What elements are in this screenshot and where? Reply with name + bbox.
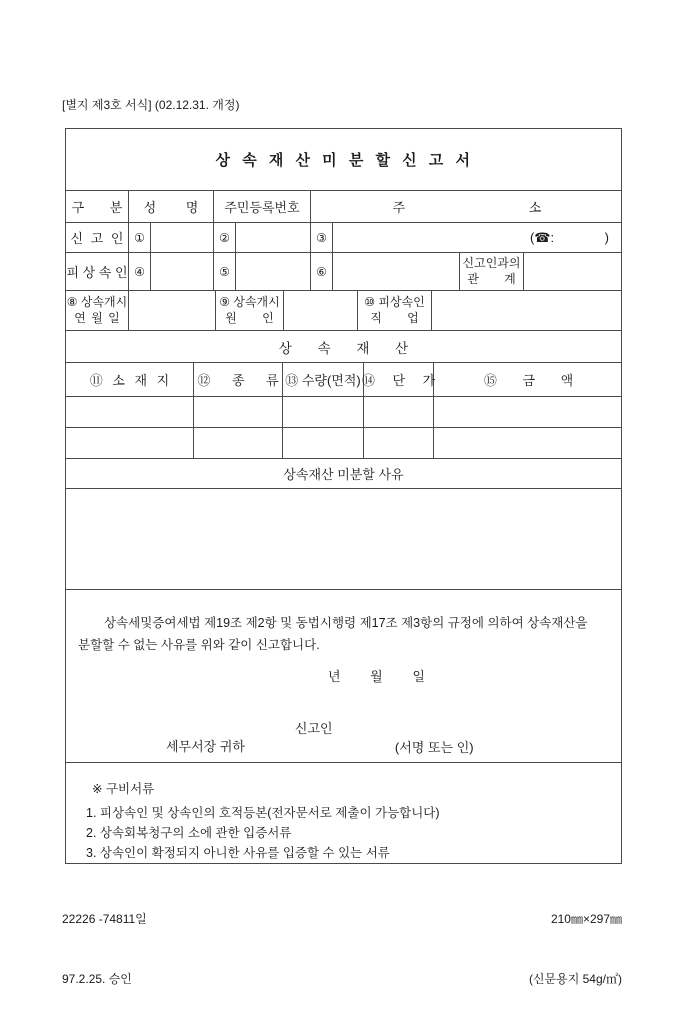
property-amount-field-2[interactable] [434,428,623,458]
declaration-date-field[interactable]: 년 월 일 [328,669,425,684]
property-row-2 [66,428,621,459]
declaration-signer-line [266,703,474,771]
phone-icon: ☎ [534,229,551,245]
decedent-job-label-line2: 직 업 [370,310,419,325]
recipient-label: 세무서장 귀하 [166,739,245,754]
attachment-item-1: 1. 피상속인 및 상속인의 호적등본(전자문서로 제출이 가능합니다) [86,806,440,820]
relation-label [460,253,524,290]
commence-date-label-line1: ⑧ 상속개시 [66,294,128,309]
phone-field[interactable]: : ) [550,230,609,245]
commence-cause-label [216,291,284,330]
header-rrn: 주민등록번호 [214,191,311,222]
field-number-1: ① [129,223,151,252]
reason-header-text: 상속재산 미분할 사유 [283,467,404,482]
declaration-paragraph [78,612,613,656]
property-type-field-2[interactable] [194,428,283,458]
relation-label-line2: 관 계 [467,271,516,286]
relation-field[interactable] [524,253,623,290]
paper-type: (신문용지 54g/㎡) [528,972,622,986]
header-gubun: 구 분 [66,191,129,222]
commence-date-field[interactable] [129,291,216,330]
reason-header-row [66,459,621,489]
field-number-2: ② [214,223,236,252]
declarant-name-field[interactable] [151,223,214,252]
property-banner [66,331,621,363]
commencement-row [66,291,621,331]
declaration-line-2: 분할할 수 없는 사유를 위와 같이 신고합니다. [78,638,320,652]
decedent-address-field[interactable] [333,253,460,290]
title-band [66,129,621,191]
info-header-row [66,191,621,223]
property-type-field-1[interactable] [194,397,283,427]
footer-right [529,869,622,1029]
form-doc-number: 22226 -74811일 [62,912,147,926]
relation-label-line1: 신고인과의 [462,255,521,270]
property-header-location: ⑪ 소 재 지 [66,363,194,396]
decedent-job-label [358,291,432,330]
property-quantity-field-1[interactable] [283,397,364,427]
property-amount-field-1[interactable] [434,397,623,427]
attachment-item-2: 2. 상속회복청구의 소에 관한 입증서류 [86,826,292,840]
decedent-job-field[interactable] [432,291,623,330]
decedent-row [66,253,621,291]
declarant-sign-label: 신고인 [294,721,333,736]
property-header-row [66,363,621,397]
property-unit-price-field-2[interactable] [364,428,434,458]
declarant-rrn-field[interactable] [236,223,311,252]
form-revision-label: [별지 제3호 서식] (02.12.31. 개정) [62,98,240,112]
inheritance-form-table [65,128,622,864]
property-header-type: ⑫ 종 류 [194,363,283,396]
commence-date-label [66,291,129,330]
declaration-line-1: 상속세및증여세법 제19조 제2항 및 동법시행령 제17조 제3항의 규정에 의하여 상속재산을 [104,616,588,630]
form-title: 상 속 재 산 미 분 할 신 고 서 [215,152,472,169]
footer-left [62,869,147,1029]
field-number-5: ⑤ [214,253,236,290]
reason-field[interactable] [66,489,621,590]
property-quantity-field-2[interactable] [283,428,364,458]
decedent-job-label-line1: ⑩ 피상속인 [364,294,425,309]
commence-cause-label-line1: ⑨ 상속개시 [219,294,280,309]
attachments-title: ※ 구비서류 [92,782,155,796]
field-number-4: ④ [129,253,151,290]
declarant-row [66,223,621,253]
property-location-field-1[interactable] [66,397,194,427]
property-unit-price-field-1[interactable] [364,397,434,427]
phone-open-paren: ( [529,230,535,245]
decedent-label: 피 상 속 인 [66,253,129,290]
property-row-1 [66,397,621,428]
signature-note: (서명 또는 인) [394,740,474,755]
property-header-unit-price: ⑭ 단 가 [364,363,434,396]
property-header-amount: ⑮ 금 액 [483,373,574,388]
declarant-label: 신 고 인 [66,223,129,252]
commence-date-label-line2: 연 월 일 [74,310,120,325]
header-name: 성 명 [129,191,214,222]
decedent-rrn-field[interactable] [236,253,311,290]
attachments-section [66,763,621,865]
declarant-address-field[interactable] [333,223,623,252]
attachment-item-3: 3. 상속인이 확정되지 아니한 사유를 입증할 수 있는 서류 [86,846,390,860]
property-location-field-2[interactable] [66,428,194,458]
form-approval-date: 97.2.25. 승인 [62,972,132,986]
header-address: 주 소 [392,200,542,215]
declaration-section [66,590,621,763]
decedent-name-field[interactable] [151,253,214,290]
field-number-3: ③ [311,223,333,252]
field-number-6: ⑥ [311,253,333,290]
property-banner-text: 상 속 재 산 [278,340,409,356]
property-header-quantity: ⑬ 수량(면적) [283,363,364,396]
paper-size: 210㎜×297㎜ [550,912,622,926]
commence-cause-label-line2: 원 인 [225,310,274,325]
commence-cause-field[interactable] [284,291,358,330]
